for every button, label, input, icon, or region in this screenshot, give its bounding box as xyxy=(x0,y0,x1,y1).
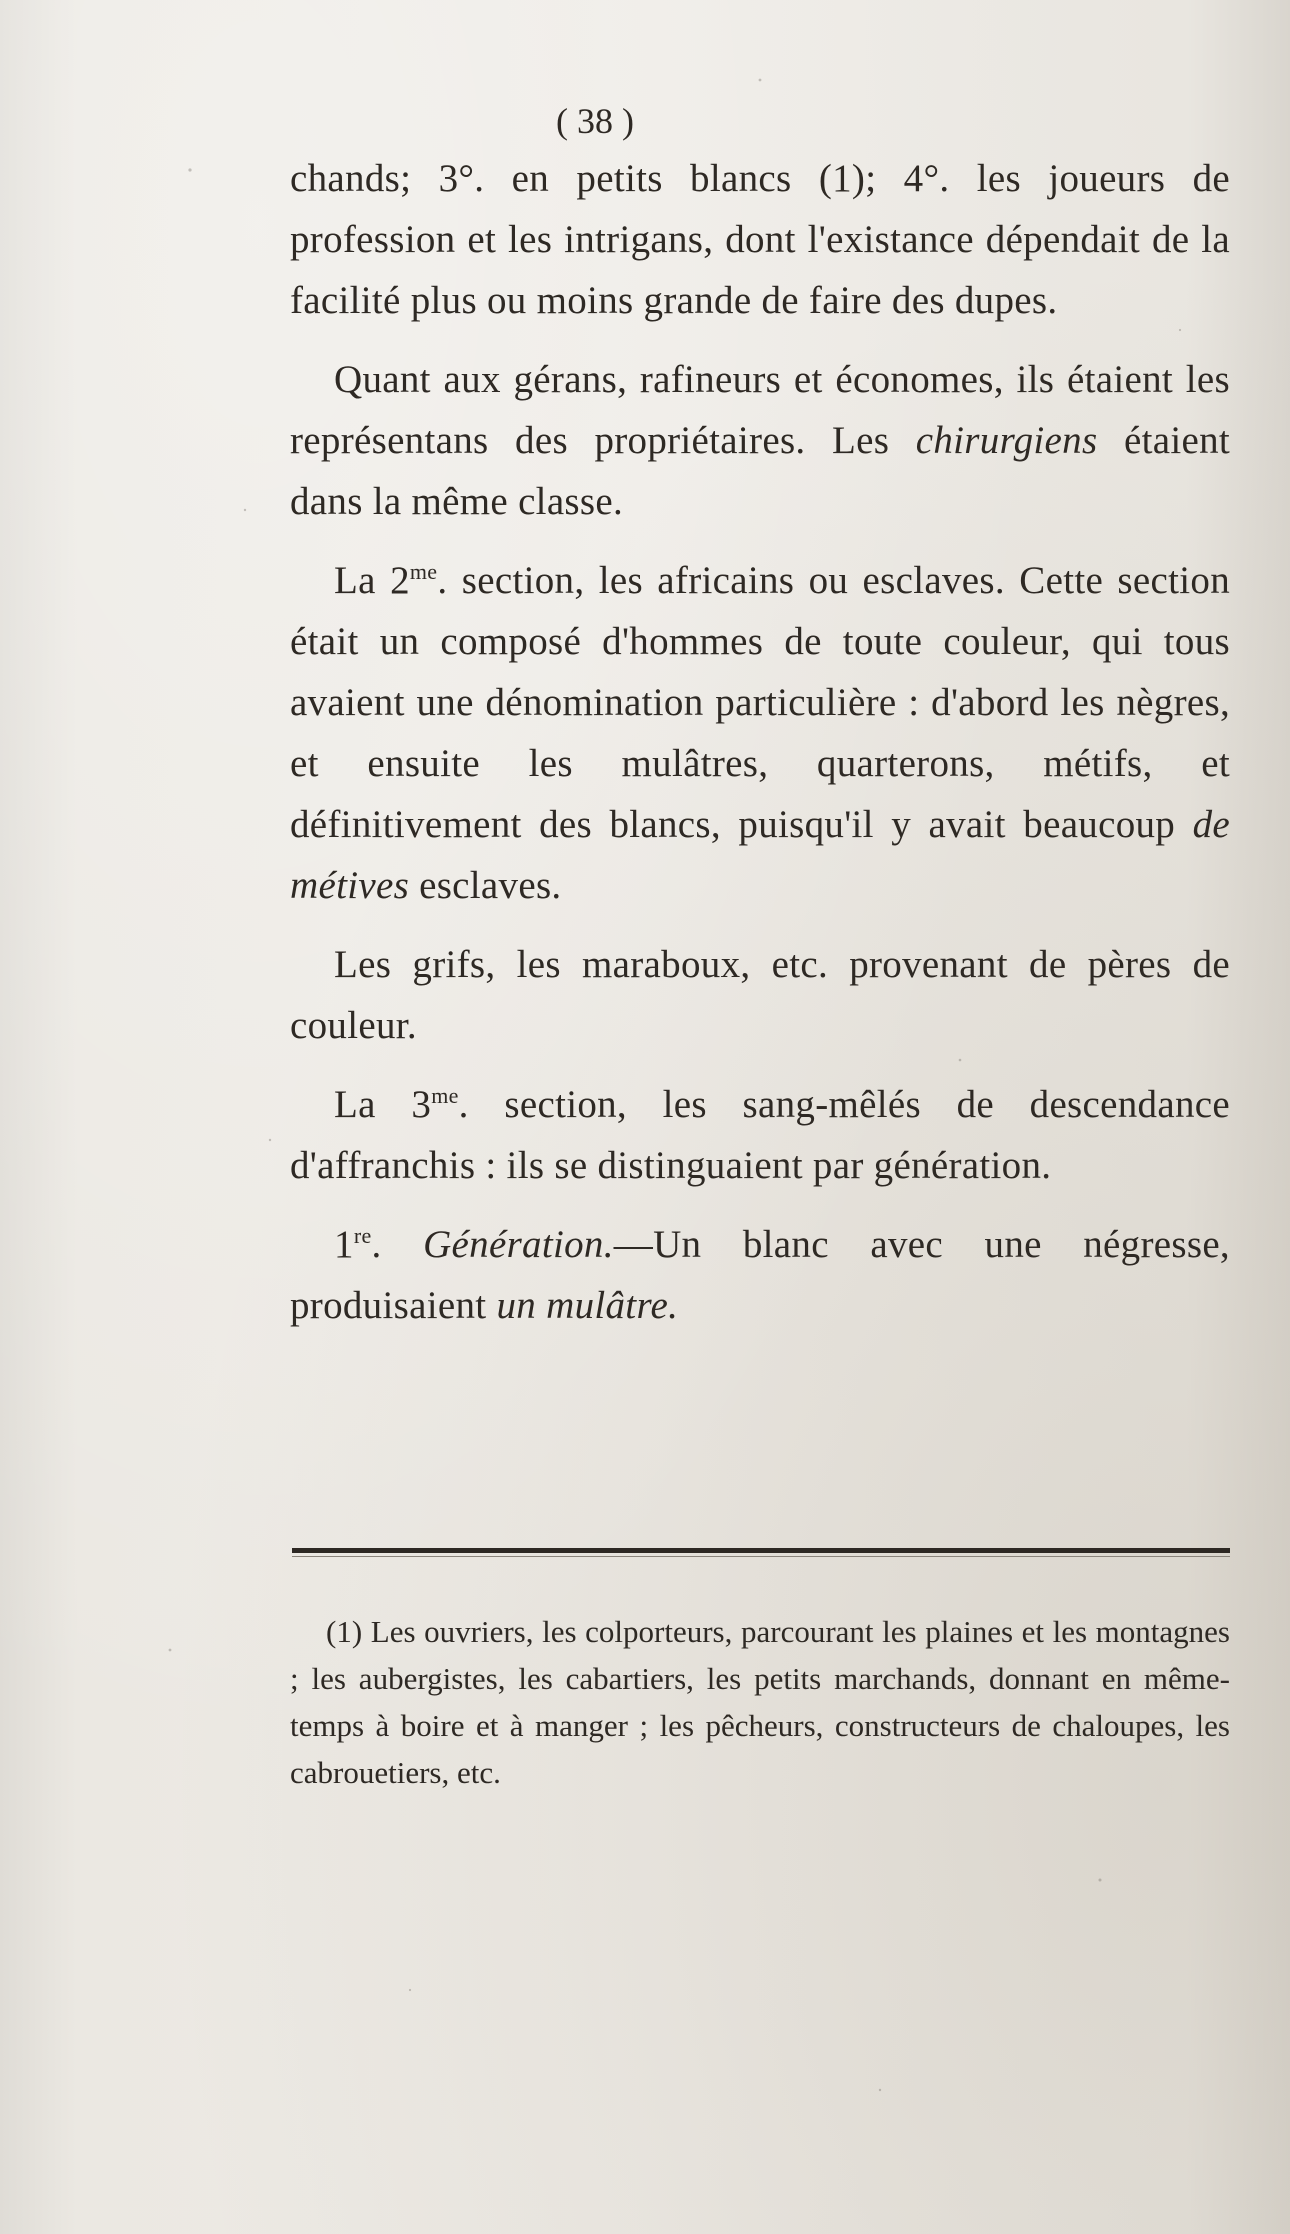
paragraph-5 xyxy=(290,1074,1230,1196)
paragraph-5-text-b: . section, les sang-mêlés de descendance d'affranchis : ils se distinguaient par génération. xyxy=(290,1083,1230,1187)
paragraph-3-text-a: La 2 xyxy=(334,559,410,602)
paragraph-6-italic-b: un mulâtre. xyxy=(496,1284,679,1327)
paragraph-5-sup: me xyxy=(431,1083,459,1108)
body-text xyxy=(290,148,1230,1336)
footnote-rule-thin xyxy=(292,1556,1230,1557)
paragraph-3-italic: de métives xyxy=(290,803,1230,907)
footnote-text: (1) Les ouvriers, les colporteurs, parcourant les plaines et les montagnes ; les aubergistes, les cabartiers, les petits marchands, donnant en même-temps à boire et à manger ; les pêcheurs, constructeurs de chaloupes, les cabrouetiers, etc. xyxy=(290,1614,1230,1790)
paragraph-1-text: chands; 3°. en petits blancs (1); 4°. les joueurs de profession et les intrigans, dont l'existance dépendait de la facilité plus ou moins grande de faire des dupes. xyxy=(290,157,1230,322)
paragraph-5-text-a: La 3 xyxy=(334,1083,432,1126)
paragraph-2-italic: chirurgiens xyxy=(915,419,1098,462)
paragraph-3 xyxy=(290,550,1230,916)
paragraph-4-text: Les grifs, les maraboux, etc. provenant de pères de couleur. xyxy=(290,943,1230,1047)
page-number xyxy=(0,100,1290,142)
paragraph-2-text-a: Quant aux gérans, rafineurs et économes, ils étaient les représentans des propriétaires. Les xyxy=(290,358,1230,462)
page-number-text: ( 38 ) xyxy=(556,101,634,141)
paragraph-2-text-b: étaient dans la même classe. xyxy=(290,419,1231,523)
footnote xyxy=(290,1608,1230,1796)
paragraph-1 xyxy=(290,148,1230,331)
paragraph-3-text-b: . section, les africains ou esclaves. Cette section était un composé d'hommes de toute couleur, qui tous avaient une dénomination particulière : d'abord les nègres, et ensuite les mulâtres, quarterons, métifs, et définitivement des blancs, puisqu'il y avait beaucoup xyxy=(290,559,1230,846)
paragraph-3-sup: me xyxy=(409,559,438,584)
paragraph-2 xyxy=(290,349,1230,532)
paragraph-6-text-a: 1 xyxy=(334,1223,354,1266)
paragraph-6-text-b: . xyxy=(371,1223,424,1266)
paragraph-3-text-c: esclaves. xyxy=(409,864,562,907)
footnote-rule xyxy=(292,1548,1230,1553)
paragraph-6 xyxy=(290,1214,1230,1336)
paragraph-6-sup: re xyxy=(353,1223,372,1248)
paragraph-6-italic-a: Génération. xyxy=(423,1223,614,1266)
paragraph-6-text-c: —Un blanc avec une négresse, produisaient xyxy=(290,1223,1230,1327)
paragraph-4 xyxy=(290,934,1230,1056)
